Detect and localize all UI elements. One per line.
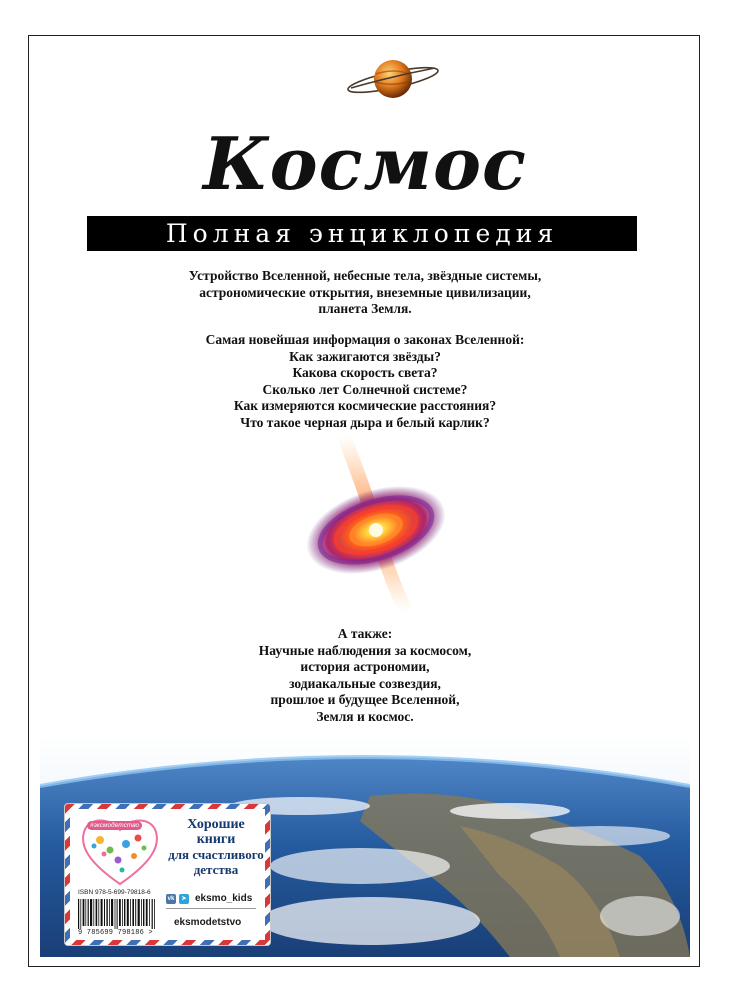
slogan-line: детства: [193, 862, 239, 877]
slogan-line: книги: [196, 832, 236, 847]
subtitle-band: [87, 216, 637, 251]
also-line: Научные наблюдения за космосом,: [258, 642, 472, 658]
isbn-text: ISBN 978-5-699-79818-6: [78, 889, 151, 896]
questions-line: Сколько лет Солнечной системе?: [262, 381, 468, 397]
intro-line: астрономические открытия, внеземные цивилизации,: [199, 284, 531, 300]
barcode-digits: 9 785699 798186 >: [78, 929, 153, 937]
also-line: прошлое и будущее Вселенной,: [270, 692, 460, 707]
heart-tag-label: #эксмодетство: [87, 821, 142, 830]
slogan-line: Хорошие: [187, 817, 245, 832]
questions-line: Как измеряются космические расстояния?: [233, 398, 497, 413]
also-line: Земля и космос.: [316, 708, 414, 724]
badge-content: [70, 809, 265, 940]
questions-line: Самая новейшая информация о законах Вселенной:: [205, 332, 525, 347]
site-handle: eksmodetstvo: [174, 917, 242, 928]
social-handle: eksmo_kids: [195, 893, 253, 904]
book-title: Космос: [203, 121, 527, 206]
also-line: история астрономии,: [300, 659, 430, 674]
questions-text: [29, 332, 700, 431]
intro-line: планета Земля.: [318, 301, 412, 316]
book-back-cover: [28, 35, 700, 967]
galaxy-illustration: [284, 434, 464, 614]
slogan: [166, 817, 266, 877]
publisher-badge: [65, 804, 270, 945]
intro-line: Устройство Вселенной, небесные тела, звёздные системы,: [188, 268, 542, 283]
intro-text: [29, 268, 700, 318]
also-line: А также:: [337, 626, 393, 641]
questions-line: Что такое черная дыра и белый карлик?: [240, 414, 490, 430]
also-text: [29, 626, 700, 725]
barcode-icon: [78, 899, 156, 929]
also-line: зодиакальные созвездия,: [289, 675, 441, 691]
telegram-icon: ➤: [179, 894, 189, 904]
questions-line: Как зажигаются звёзды?: [289, 348, 441, 364]
slogan-line: для счастливого: [168, 847, 264, 862]
book-subtitle: Полная энциклопедия: [165, 219, 559, 248]
social-handle-row: [166, 893, 252, 904]
saturn-icon: [343, 54, 443, 102]
divider: [166, 908, 256, 909]
vk-icon: vk: [167, 895, 175, 902]
questions-line: Какова скорость света?: [292, 365, 438, 380]
